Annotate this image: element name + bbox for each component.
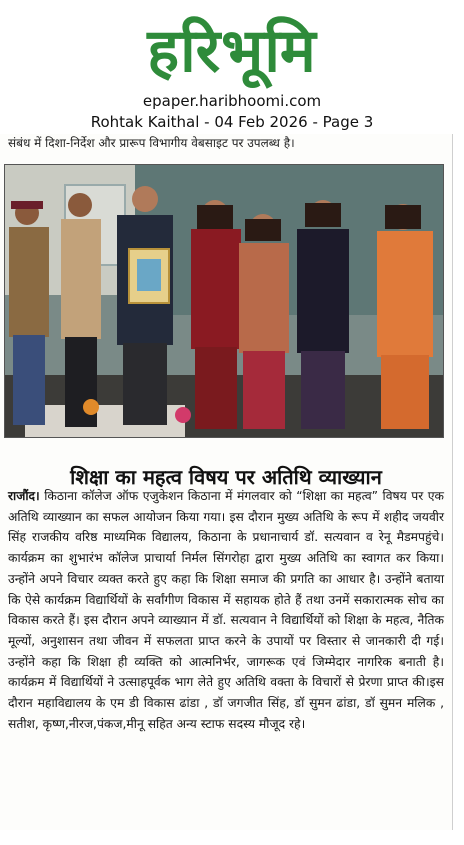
newspaper-logo: हरिभूमि [147,16,317,86]
article-body [8,486,444,734]
masthead [0,0,464,92]
group-photo-illustration [5,165,443,437]
article-paragraph: किठाना कॉलेज ऑफ एजुकेशन किठाना में मंगलवार को “शिक्षा का महत्व” विषय पर एक अतिथि व्याख्यान का सफल आयोजन किया गया। इस दौरान मुख्य अतिथि के रूप में शहीद जयवीर सिंह राजकीय वरिष्ठ माध्यमिक विद्यालय, किठाना के प्रधानाचार्य डॉ. सत्यवान व रेनू मैडमपहुंचे। कार्यक्रम का शुभारंभ कॉलेज प्राचार्या निर्मल सिंगरोहा द्वारा मुख्य अतिथि का स्वागत कर किया। उन्होंने अपने विचार व्यक्त करते हुए कहा कि शिक्षा समाज की प्रगति का आधार है। उन्होंने बताया कि ऐसे कार्यक्रम विद्यार्थियों के सर्वांगीण विकास में सहायक होते हैं तथा उनमें सकारात्मक सोच का विकास करते हैं। इस दौरान अपने व्याख्यान में डॉ. सत्यवान ने विद्यार्थियों को शिक्षा के महत्व, नैतिक मूल्यों, अनुशासन तथा जीवन में सफलता प्राप्त करने के उपायों पर विस्तार से जानकारी दी गई। उन्होंने कहा कि शिक्षा ही व्यक्ति को आत्मनिर्भर, जागरूक एवं जिम्मेदार नागरिक बनाती है। कार्यक्रम में विद्यार्थियों ने उत्साहपूर्वक भाग लेते हुए अतिथि वक्ता के विचारों से प्रेरणा प्राप्त की।इस दौरान महाविद्यालय के एम डी विकास ढांडा , डॉ जगजीत सिंह, डॉ सुमन ढांडा, डॉ सुमन मलिक , सतीश, कृष्ण,नीरज,पंकज,मीनू सहित अन्य स्टाफ सदस्य मौजूद रहे। [8,489,444,731]
previous-story-fragment: संबंध में दिशा-निर्देश और प्रारूप विभागीय वेबसाइट पर उपलब्ध है। [8,136,295,150]
article-headline: शिक्षा का महत्व विषय पर अतिथि व्याख्यान [70,465,382,490]
news-photo [4,164,444,438]
article-dateline: राजौंद। [8,489,40,503]
edition-page-line: Rohtak Kaithal - 04 Feb 2026 - Page 3 [90,113,374,131]
site-url[interactable]: epaper.haribhoomi.com [142,92,322,110]
